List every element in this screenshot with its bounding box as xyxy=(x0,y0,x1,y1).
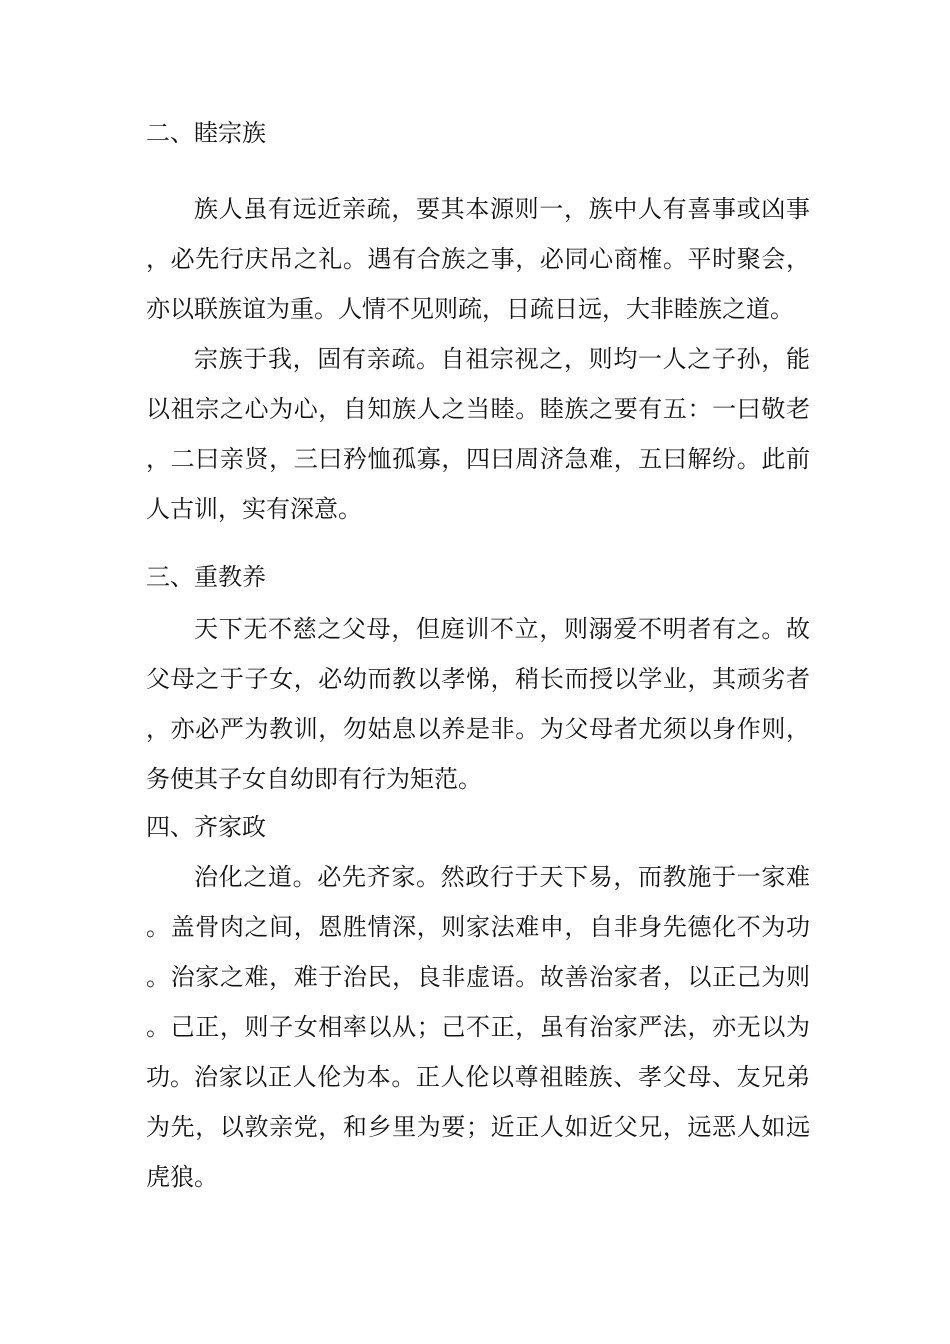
paragraph: 治化之道。必先齐家。然政行于天下易，而教施于一家难。盖骨肉之间，恩胜情深，则家法难申，自非身先德化不为功。治家之难，难于治民，良非虚语。故善治家者，以正己为则。己正，则子女相率以从；己不正，虽有治家严法，亦无以为功。 xyxy=(146,863,810,1091)
section-heading-zhong-jiao-yang: 三、重教养 xyxy=(146,563,266,591)
paragraph: 天下无不慈之父母，但庭训不立，则溺爱不明者有之。故父母之于子女，必幼而教以孝悌，稍长而授以学业，其顽劣者，亦必严为教训，勿姑息以养是非。为父母者尤须以身作则，务使其子女自幼即有行为矩范。 xyxy=(146,615,810,793)
paragraph: 宗族于我，固有亲疏。自祖宗视之，则均一人之子孙，能以祖宗之心为心，自知族人之当睦。睦族之要有五：一曰敬老，二曰亲贤，三曰矜恤孤寡，四曰周济急难，五曰解纷。此前人古训，实有深意。 xyxy=(146,345,810,523)
paragraph: 族人虽有远近亲疏，要其本源则一，族中人有喜事或凶事，必先行庆吊之礼。遇有合族之事，必同心商榷。平时聚会，亦以联族谊为重。人情不见则疏，日疏日远，大非睦族之道。 xyxy=(146,195,810,323)
paragraph: 治家以正人伦为本。正人伦以尊祖睦族、孝父母、友兄弟为先，以敦亲党，和乡里为要；近正人如近父兄，远恶人如远虎狼。 xyxy=(146,1063,810,1191)
section-heading-qi-jia-zheng: 四、齐家政 xyxy=(146,813,266,841)
section-heading-mu-zong-zu: 二、睦宗族 xyxy=(146,119,266,147)
